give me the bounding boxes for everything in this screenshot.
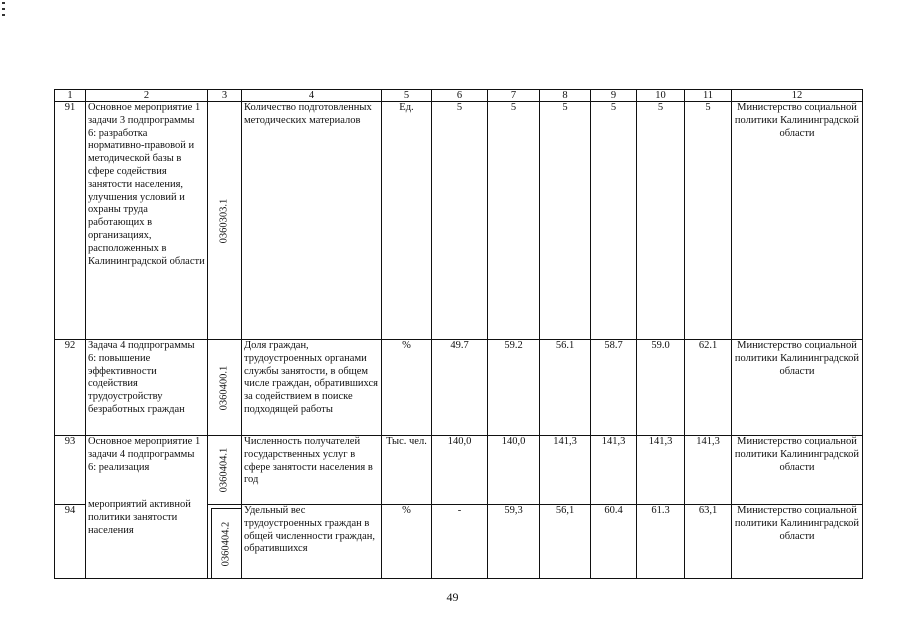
value-cell: 61.3 — [637, 505, 685, 579]
value-cell: 62.1 — [685, 340, 732, 436]
column-number: 12 — [732, 90, 863, 102]
responsible-cell: Министерство социальной политики Калининградской области — [732, 436, 863, 505]
value-cell: 56,1 — [540, 505, 591, 579]
activity-text-bottom: мероприятий активной политики занятости населения — [88, 499, 191, 536]
value-cell: 5 — [540, 102, 591, 340]
value-cell: 5 — [685, 102, 732, 340]
scan-margin-mark — [2, 2, 6, 24]
code-text: 0360404.2 — [220, 521, 232, 566]
responsible-cell: Министерство социальной политики Калининградской области — [732, 102, 863, 340]
code-cell — [208, 102, 242, 340]
value-cell: 141,3 — [591, 436, 637, 505]
indicators-table — [54, 89, 863, 579]
table-row — [55, 102, 863, 340]
value-cell: 5 — [432, 102, 488, 340]
code-cell — [208, 340, 242, 436]
value-cell: 141,3 — [685, 436, 732, 505]
activity-cell: Основное мероприятие 1 задачи 3 подпрограммы 6: разработка нормативно-правовой и методической базы в сфере содействия занятости населения, улучшения условий и охраны труда работающих в организациях, расположенных в Калининградской области — [86, 102, 208, 340]
value-cell: 5 — [488, 102, 540, 340]
indicator-cell: Доля граждан, трудоустроенных органами службы занятости, в общем числе граждан, обратившихся за содействием в поиске подходящей работы — [242, 340, 382, 436]
table-row — [55, 340, 863, 436]
code-text: 0360400.1 — [218, 365, 230, 410]
indicator-cell: Удельный вес трудоустроенных граждан в общей численности граждан, обратившихся — [242, 505, 382, 579]
column-number: 10 — [637, 90, 685, 102]
value-cell: - — [432, 505, 488, 579]
row-number: 92 — [55, 340, 86, 436]
value-cell: 140,0 — [432, 436, 488, 505]
value-cell: 59.0 — [637, 340, 685, 436]
column-number-row — [55, 90, 863, 102]
column-number: 7 — [488, 90, 540, 102]
row-number: 91 — [55, 102, 86, 340]
value-cell: 141,3 — [637, 436, 685, 505]
row-number: 93 — [55, 436, 86, 505]
code-cell — [208, 505, 242, 579]
column-number: 11 — [685, 90, 732, 102]
row-number: 94 — [55, 505, 86, 579]
column-number: 2 — [86, 90, 208, 102]
code-text: 0360404.1 — [218, 447, 230, 493]
value-cell: 60.4 — [591, 505, 637, 579]
responsible-cell: Министерство социальной политики Калининградской области — [732, 340, 863, 436]
indicator-cell: Численность получателей государственных услуг в сфере занятости населения в год — [242, 436, 382, 505]
column-number: 1 — [55, 90, 86, 102]
value-cell: 63,1 — [685, 505, 732, 579]
activity-text-top: Основное мероприятие 1 задачи 4 подпрограммы 6: реализация — [88, 436, 201, 473]
value-cell: 5 — [637, 102, 685, 340]
column-number: 9 — [591, 90, 637, 102]
unit-cell: Тыс. чел. — [382, 436, 432, 505]
value-cell: 59.2 — [488, 340, 540, 436]
value-cell: 58.7 — [591, 340, 637, 436]
activity-cell: Задача 4 подпрограммы 6: повышение эффективности содействия трудоустройству безработных граждан — [86, 340, 208, 436]
unit-cell: % — [382, 505, 432, 579]
code-cell — [208, 436, 242, 505]
value-cell: 59,3 — [488, 505, 540, 579]
code-text: 0360303.1 — [218, 198, 230, 243]
column-number: 5 — [382, 90, 432, 102]
unit-cell: Ед. — [382, 102, 432, 340]
column-number: 6 — [432, 90, 488, 102]
column-number: 3 — [208, 90, 242, 102]
column-number: 4 — [242, 90, 382, 102]
value-cell: 140,0 — [488, 436, 540, 505]
column-number: 8 — [540, 90, 591, 102]
unit-cell: % — [382, 340, 432, 436]
indicator-cell: Количество подготовленных методических материалов — [242, 102, 382, 340]
page-number: 49 — [446, 590, 459, 604]
activity-cell — [86, 436, 208, 579]
value-cell: 141,3 — [540, 436, 591, 505]
value-cell: 49.7 — [432, 340, 488, 436]
value-cell: 5 — [591, 102, 637, 340]
code-subcell — [211, 508, 242, 578]
table-row — [55, 436, 863, 505]
responsible-cell: Министерство социальной политики Калининградской области — [732, 505, 863, 579]
value-cell: 56.1 — [540, 340, 591, 436]
